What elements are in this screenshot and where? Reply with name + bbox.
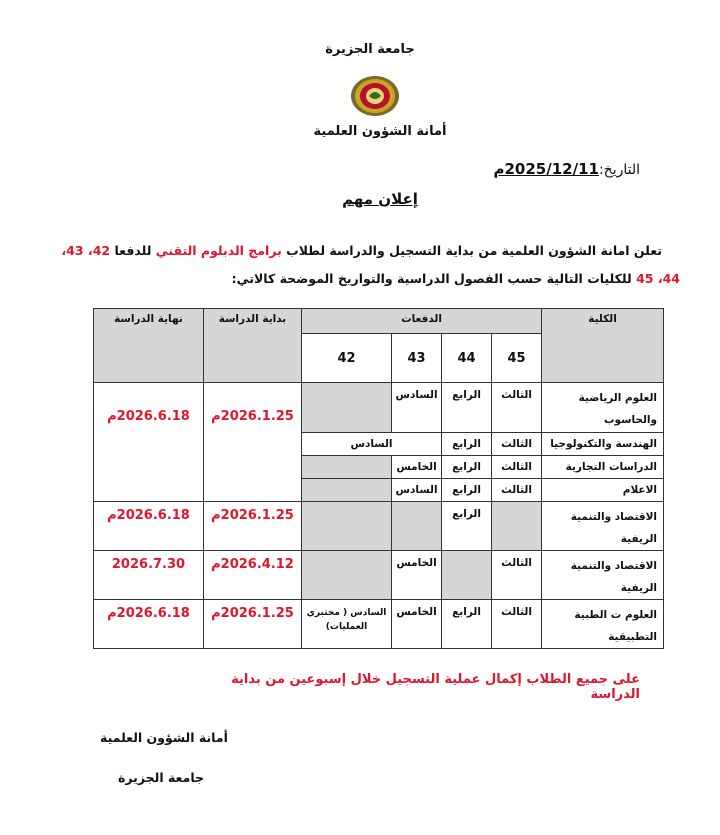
- empty-cell: [442, 551, 492, 600]
- table-row: [94, 502, 664, 551]
- end-date-cell: 2026.6.18م: [94, 502, 204, 551]
- batch-number: 45: [492, 334, 542, 383]
- date-line: [480, 160, 640, 178]
- batch-number: 42: [302, 334, 392, 383]
- semester-cell: الرابع: [442, 479, 492, 502]
- semester-cell: الثالث: [492, 479, 542, 502]
- batch-number: 44: [442, 334, 492, 383]
- semester-cell: الثالث: [492, 433, 542, 456]
- empty-cell: [302, 456, 392, 479]
- start-date-cell: 2026.1.25م: [204, 600, 302, 649]
- semester-cell: الرابع: [442, 433, 492, 456]
- intro-text: تعلن امانة الشؤون العلمية من بداية التسجيل والدراسة لطلاب: [281, 243, 662, 258]
- semester-cell: الرابع: [442, 456, 492, 479]
- semester-cell: السادس: [392, 383, 442, 433]
- header-start-date: بداية الدراسة: [204, 309, 302, 383]
- intro-text-2: للكليات التالية حسب الفصول الدراسية والتواريخ الموضحة كالاتي:: [231, 271, 637, 286]
- end-date-cell: 2026.6.18م: [94, 600, 204, 649]
- faculty-cell: العلوم ت الطبية التطبيقية: [542, 600, 664, 649]
- batches-second: 44، 45: [636, 271, 680, 286]
- program-name: برامج الدبلوم التقني: [155, 243, 282, 258]
- empty-cell: [302, 551, 392, 600]
- table-row: [94, 383, 664, 433]
- faculty-cell: الهندسة والتكنولوجيا: [542, 433, 664, 456]
- empty-cell: [392, 502, 442, 551]
- date-value: 2025/12/11م: [493, 160, 599, 178]
- faculty-cell: الاقتصاد والتنمية الريفية: [542, 502, 664, 551]
- start-date-cell: 2026.1.25م: [204, 383, 302, 502]
- signature-department: أمانة الشؤون العلمية: [100, 730, 228, 745]
- intro-line-1: [40, 242, 662, 260]
- start-date-cell: 2026.1.25م: [204, 502, 302, 551]
- semester-cell: الرابع: [442, 383, 492, 433]
- semester-cell: الثالث: [492, 600, 542, 649]
- intro-batches-prefix: للدفعا: [110, 243, 156, 258]
- empty-cell: [302, 479, 392, 502]
- schedule-table: [93, 308, 664, 649]
- semester-cell: السادس: [392, 479, 442, 502]
- header-batches: الدفعات: [302, 309, 542, 334]
- university-seal-logo: [350, 74, 400, 118]
- semester-cell: الرابع: [442, 502, 492, 551]
- faculty-cell: الدراسات التجارية: [542, 456, 664, 479]
- batches-first: 42، 43،: [61, 243, 111, 258]
- end-date-cell: 2026.6.18م: [94, 383, 204, 502]
- semester-cell: الثالث: [492, 551, 542, 600]
- header-end-date: نهاية الدراسة: [94, 309, 204, 383]
- end-date-cell: 2026.7.30: [94, 551, 204, 600]
- header-faculty: الكلية: [542, 309, 664, 383]
- start-date-cell: 2026.4.12م: [204, 551, 302, 600]
- faculty-cell: العلوم الرياضية والحاسوب: [542, 383, 664, 433]
- signature-university: جامعة الجزيرة: [118, 770, 205, 785]
- department-name-header: أمانة الشؤون العلمية: [313, 124, 447, 139]
- registration-note: على جميع الطلاب إكمال عملية التسجيل خلال إسبوعين من بداية الدراسة: [231, 672, 640, 702]
- faculty-cell: الاقتصاد والتنمية الريفية: [542, 551, 664, 600]
- semester-cell: السادس ( مختبري العمليات): [302, 600, 392, 649]
- empty-cell: [302, 383, 392, 433]
- table-row: [94, 551, 664, 600]
- batch-number: 43: [392, 334, 442, 383]
- empty-cell: [492, 502, 542, 551]
- semester-cell: الثالث: [492, 383, 542, 433]
- announcement-title: إعلان مهم: [342, 190, 418, 208]
- semester-cell: الثالث: [492, 456, 542, 479]
- semester-cell-merged: السادس: [302, 433, 442, 456]
- semester-cell: الرابع: [442, 600, 492, 649]
- faculty-cell: الاعلام: [542, 479, 664, 502]
- intro-line-2: [220, 270, 680, 288]
- semester-cell: الخامس: [392, 551, 442, 600]
- semester-cell: الخامس: [392, 600, 442, 649]
- semester-cell: الخامس: [392, 456, 442, 479]
- date-label: التاريخ:: [598, 162, 640, 178]
- empty-cell: [302, 502, 392, 551]
- table-row: [94, 600, 664, 649]
- university-name-header: جامعة الجزيرة: [325, 42, 415, 57]
